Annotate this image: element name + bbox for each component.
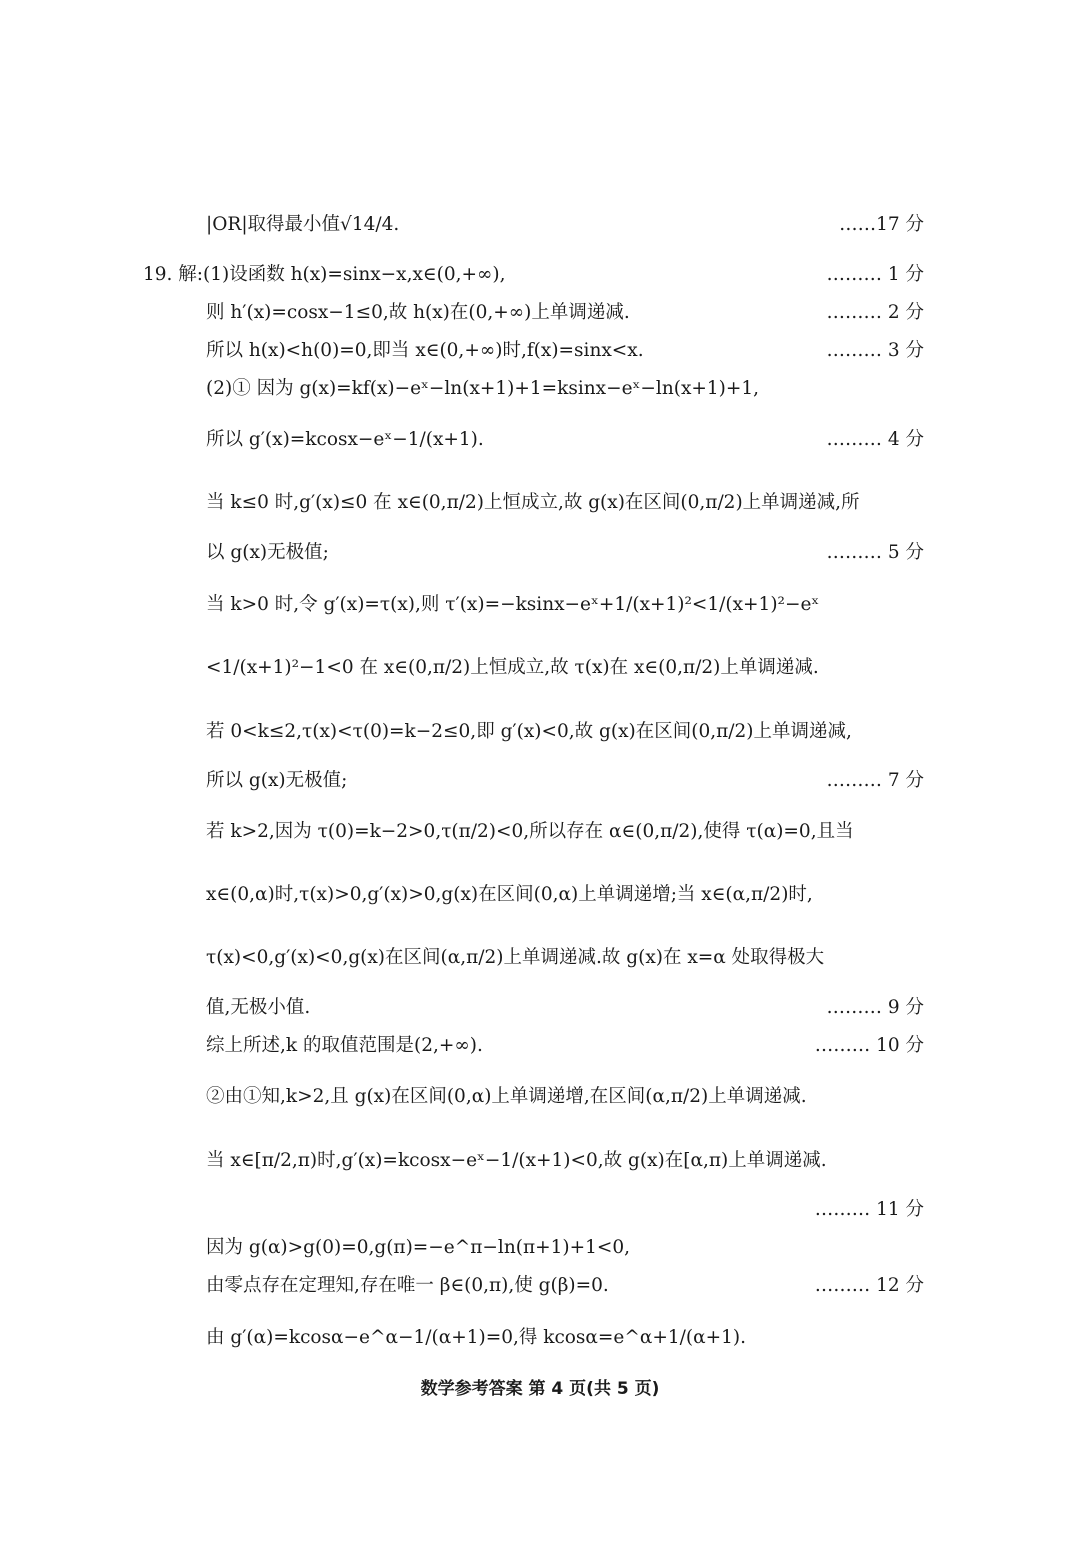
solution-line bbox=[0, 648, 1080, 688]
solution-line bbox=[0, 1077, 1080, 1117]
solution-line bbox=[0, 712, 1080, 752]
line-text: 由 g′(α)=kcosα−e^α−1/(α+1)=0,得 kcosα=e^α+1/(α+1). bbox=[206, 1327, 746, 1348]
solution-line bbox=[0, 293, 1080, 333]
line-text: 当 x∈[π/2,π)时,g′(x)=kcosx−eˣ−1/(x+1)<0,故 g(x)在[α,π)上单调递减. bbox=[206, 1150, 827, 1171]
solution-line bbox=[0, 1266, 1080, 1306]
score-label: ……… 7 分 bbox=[826, 770, 924, 791]
solution-line bbox=[0, 420, 1080, 460]
line-text: 以 g(x)无极值; bbox=[206, 542, 329, 563]
solution-line bbox=[0, 1141, 1080, 1181]
score-label: ……17 分 bbox=[839, 214, 924, 235]
solution-line bbox=[0, 812, 1080, 852]
line-text: 所以 g′(x)=kcosx−eˣ−1/(x+1). bbox=[206, 429, 484, 450]
line-text: 19. 解:(1)设函数 h(x)=sinx−x,x∈(0,+∞), bbox=[143, 264, 506, 285]
solution-line bbox=[0, 331, 1080, 371]
line-text: 所以 h(x)<h(0)=0,即当 x∈(0,+∞)时,f(x)=sinx<x. bbox=[206, 340, 644, 361]
line-text: 值,无极小值. bbox=[206, 997, 311, 1018]
solution-line bbox=[0, 761, 1080, 801]
score-label: ……… 1 分 bbox=[826, 264, 924, 285]
line-text: ②由①知,k>2,且 g(x)在区间(0,α)上单调递增,在区间(α,π/2)上单调递减. bbox=[206, 1086, 807, 1107]
score-label: ……… 4 分 bbox=[826, 429, 924, 450]
score-label: ……… 3 分 bbox=[826, 340, 924, 361]
line-text: <1/(x+1)²−1<0 在 x∈(0,π/2)上恒成立,故 τ(x)在 x∈(0,π/2)上单调递减. bbox=[206, 657, 819, 678]
line-text: (2)① 因为 g(x)=kf(x)−eˣ−ln(x+1)+1=ksinx−eˣ−ln(x+1)+1, bbox=[206, 378, 760, 399]
line-text: 因为 g(α)>g(0)=0,g(π)=−e^π−ln(π+1)+1<0, bbox=[206, 1237, 631, 1258]
score-label: ……… 10 分 bbox=[814, 1035, 924, 1056]
solution-line bbox=[0, 369, 1080, 409]
solution-line bbox=[0, 533, 1080, 573]
solution-line bbox=[0, 1026, 1080, 1066]
solution-line bbox=[0, 988, 1080, 1028]
line-text: 由零点存在定理知,存在唯一 β∈(0,π),使 g(β)=0. bbox=[206, 1275, 609, 1296]
solution-line bbox=[0, 938, 1080, 978]
line-text: 当 k≤0 时,g′(x)≤0 在 x∈(0,π/2)上恒成立,故 g(x)在区间(0,π/2)上单调递减,所 bbox=[206, 492, 860, 513]
score-label: ……… 2 分 bbox=[826, 302, 924, 323]
solution-line bbox=[0, 483, 1080, 523]
score-label: ……… 12 分 bbox=[814, 1275, 924, 1296]
solution-line bbox=[0, 1318, 1080, 1358]
line-text: 当 k>0 时,令 g′(x)=τ(x),则 τ′(x)=−ksinx−eˣ+1/(x+1)²<1/(x+1)²−eˣ bbox=[206, 594, 820, 615]
line-text: 若 k>2,因为 τ(0)=k−2>0,τ(π/2)<0,所以存在 α∈(0,π/2),使得 τ(α)=0,且当 bbox=[206, 821, 854, 842]
score-label: ……… 9 分 bbox=[826, 997, 924, 1018]
line-text: 综上所述,k 的取值范围是(2,+∞). bbox=[206, 1035, 483, 1056]
score-label: ……… 11 分 bbox=[814, 1199, 924, 1220]
solution-line bbox=[0, 205, 1080, 245]
line-text: 则 h′(x)=cosx−1≤0,故 h(x)在(0,+∞)上单调递减. bbox=[206, 302, 630, 323]
solution-line bbox=[0, 255, 1080, 295]
page-footer: 数学参考答案 第 4 页(共 5 页) bbox=[420, 1379, 660, 1399]
line-text: |OR|取得最小值√14/4. bbox=[206, 214, 400, 235]
line-text: 所以 g(x)无极值; bbox=[206, 770, 348, 791]
score-label: ……… 5 分 bbox=[826, 542, 924, 563]
line-text: τ(x)<0,g′(x)<0,g(x)在区间(α,π/2)上单调递减.故 g(x)在 x=α 处取得极大 bbox=[206, 947, 825, 968]
line-text: 若 0<k≤2,τ(x)<τ(0)=k−2≤0,即 g′(x)<0,故 g(x)在区间(0,π/2)上单调递减, bbox=[206, 721, 852, 742]
solution-line bbox=[0, 1190, 1080, 1230]
solution-line bbox=[0, 875, 1080, 915]
solution-line bbox=[0, 1228, 1080, 1268]
solution-line bbox=[0, 585, 1080, 625]
line-text: x∈(0,α)时,τ(x)>0,g′(x)>0,g(x)在区间(0,α)上单调递增;当 x∈(α,π/2)时, bbox=[206, 884, 813, 905]
